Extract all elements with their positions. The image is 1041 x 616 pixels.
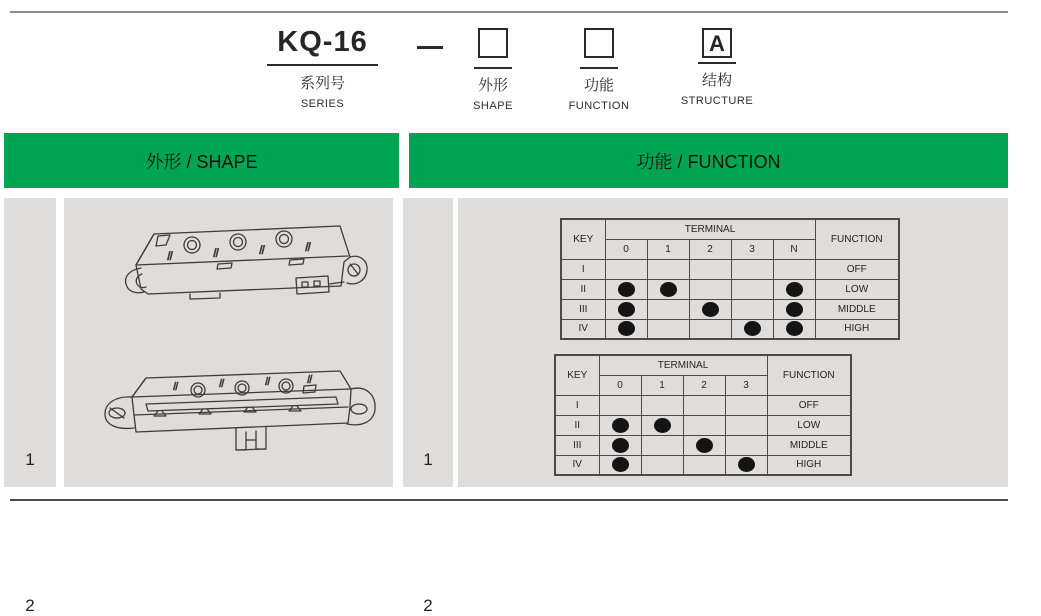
terminal-header: TERMINAL	[605, 219, 815, 239]
key-cell: III	[555, 435, 599, 455]
contact-cell	[689, 299, 731, 319]
contact-dot	[654, 418, 671, 433]
shape-row-1-index: 1	[25, 450, 35, 469]
key-position-row	[555, 435, 851, 455]
contact-dot	[612, 438, 629, 453]
series-code: KQ-16	[267, 26, 377, 66]
contact-dot	[786, 321, 803, 336]
contact-cell	[773, 259, 815, 279]
function-table-2	[554, 354, 852, 476]
contact-cell	[725, 455, 767, 475]
contact-cell	[725, 395, 767, 415]
terminal-number: N	[773, 239, 815, 259]
shape-2-drawing	[88, 366, 378, 462]
field-structure	[662, 28, 772, 107]
function-table-1	[560, 218, 900, 340]
contact-cell	[773, 319, 815, 339]
function-cell: HIGH	[815, 319, 899, 339]
terminal-header: TERMINAL	[599, 355, 767, 375]
key-cell: IV	[561, 319, 605, 339]
contact-cell	[605, 299, 647, 319]
shape-label-cn: 外形	[477, 77, 508, 94]
function-label-en: FUNCTION	[568, 100, 630, 112]
contact-dot	[618, 302, 635, 317]
contact-dot	[660, 282, 677, 297]
key-cell: II	[561, 279, 605, 299]
structure-label-en: STRUCTURE	[680, 95, 754, 107]
terminal-number: 3	[725, 375, 767, 395]
svg-text:Ⅱ: Ⅱ	[172, 381, 178, 393]
contact-cell	[647, 319, 689, 339]
contact-cell	[683, 395, 725, 415]
contact-cell	[647, 259, 689, 279]
contact-cell	[647, 299, 689, 319]
contact-dot	[738, 457, 755, 472]
terminal-function-table	[554, 354, 852, 476]
function-cell: MIDDLE	[767, 435, 851, 455]
terminal-number: 2	[689, 239, 731, 259]
contact-cell	[725, 415, 767, 435]
function-row-1-index: 1	[423, 450, 433, 469]
structure-code-box: A	[702, 28, 732, 58]
contact-dot	[618, 321, 635, 336]
terminal-number: 0	[605, 239, 647, 259]
function-header: FUNCTION	[767, 355, 851, 395]
contact-cell	[731, 299, 773, 319]
contact-cell	[641, 435, 683, 455]
contact-cell	[647, 279, 689, 299]
function-cell: OFF	[767, 395, 851, 415]
key-cell: IV	[555, 455, 599, 475]
svg-text:Ⅱ: Ⅱ	[304, 240, 310, 254]
bottom-rule	[10, 499, 1008, 501]
field-shape	[438, 28, 548, 112]
key-cell: I	[561, 259, 605, 279]
shape-1-drawing	[100, 212, 360, 334]
terminal-number: 2	[683, 375, 725, 395]
contact-dot	[744, 321, 761, 336]
svg-text:Ⅱ: Ⅱ	[166, 249, 172, 263]
svg-text:Ⅱ: Ⅱ	[264, 376, 270, 388]
key-position-row	[561, 299, 899, 319]
contact-dot	[786, 302, 803, 317]
contact-cell	[641, 395, 683, 415]
contact-dot	[696, 438, 713, 453]
key-position-row	[555, 455, 851, 475]
svg-text:Ⅱ: Ⅱ	[306, 374, 312, 386]
svg-text:Ⅱ: Ⅱ	[212, 246, 218, 260]
top-rule	[10, 11, 1008, 13]
contact-cell	[599, 435, 641, 455]
contact-cell	[731, 259, 773, 279]
function-row-2-index: 2	[423, 596, 433, 615]
contact-cell	[683, 435, 725, 455]
structure-box-underline	[698, 62, 736, 64]
contact-cell	[731, 319, 773, 339]
function-box-underline	[580, 67, 618, 69]
shape-panel	[64, 198, 393, 487]
contact-cell	[725, 435, 767, 455]
shape-label-en: SHAPE	[473, 100, 513, 112]
key-header: KEY	[555, 355, 599, 395]
key-cell: III	[561, 299, 605, 319]
contact-dot	[702, 302, 719, 317]
structure-label-cn: 结构	[701, 72, 732, 89]
contact-cell	[605, 279, 647, 299]
contact-cell	[689, 259, 731, 279]
contact-cell	[599, 415, 641, 435]
contact-cell	[773, 299, 815, 319]
contact-dot	[618, 282, 635, 297]
contact-cell	[683, 455, 725, 475]
function-label-cn: 功能	[583, 77, 614, 94]
terminal-number: 1	[641, 375, 683, 395]
function-cell: LOW	[815, 279, 899, 299]
shape-row-2-index: 2	[25, 596, 35, 615]
contact-cell	[599, 455, 641, 475]
contact-cell	[689, 319, 731, 339]
contact-cell	[641, 415, 683, 435]
contact-cell	[683, 415, 725, 435]
key-cell: I	[555, 395, 599, 415]
key-position-row	[561, 319, 899, 339]
shape-code-box	[478, 28, 508, 58]
key-position-row	[555, 415, 851, 435]
contact-dot	[612, 457, 629, 472]
function-section-header: 功能 / FUNCTION	[409, 133, 1008, 188]
terminal-number: 3	[731, 239, 773, 259]
key-header: KEY	[561, 219, 605, 259]
series-label-cn: 系列号	[299, 75, 345, 92]
contact-dot	[612, 418, 629, 433]
series-group	[240, 26, 405, 110]
svg-text:Ⅱ: Ⅱ	[258, 243, 264, 257]
contact-cell	[641, 455, 683, 475]
svg-text:Ⅱ: Ⅱ	[218, 378, 224, 390]
function-code-box	[584, 28, 614, 58]
contact-dot	[786, 282, 803, 297]
key-position-row	[555, 395, 851, 415]
contact-cell	[605, 259, 647, 279]
shape-section-header: 外形 / SHAPE	[4, 133, 399, 188]
shape-box-underline	[474, 67, 512, 69]
shape-index-column	[4, 198, 56, 615]
function-header: FUNCTION	[815, 219, 899, 259]
function-cell: LOW	[767, 415, 851, 435]
terminal-function-table	[560, 218, 900, 340]
function-index-column	[403, 198, 453, 615]
key-position-row	[561, 259, 899, 279]
function-cell: HIGH	[767, 455, 851, 475]
key-position-row	[561, 279, 899, 299]
function-panel	[458, 198, 1008, 487]
contact-cell	[605, 319, 647, 339]
series-label-en: SERIES	[300, 98, 345, 110]
function-cell: MIDDLE	[815, 299, 899, 319]
contact-cell	[773, 279, 815, 299]
field-function	[544, 28, 654, 112]
function-cell: OFF	[815, 259, 899, 279]
terminal-number: 0	[599, 375, 641, 395]
contact-cell	[599, 395, 641, 415]
contact-cell	[731, 279, 773, 299]
contact-cell	[689, 279, 731, 299]
terminal-number: 1	[647, 239, 689, 259]
key-cell: II	[555, 415, 599, 435]
